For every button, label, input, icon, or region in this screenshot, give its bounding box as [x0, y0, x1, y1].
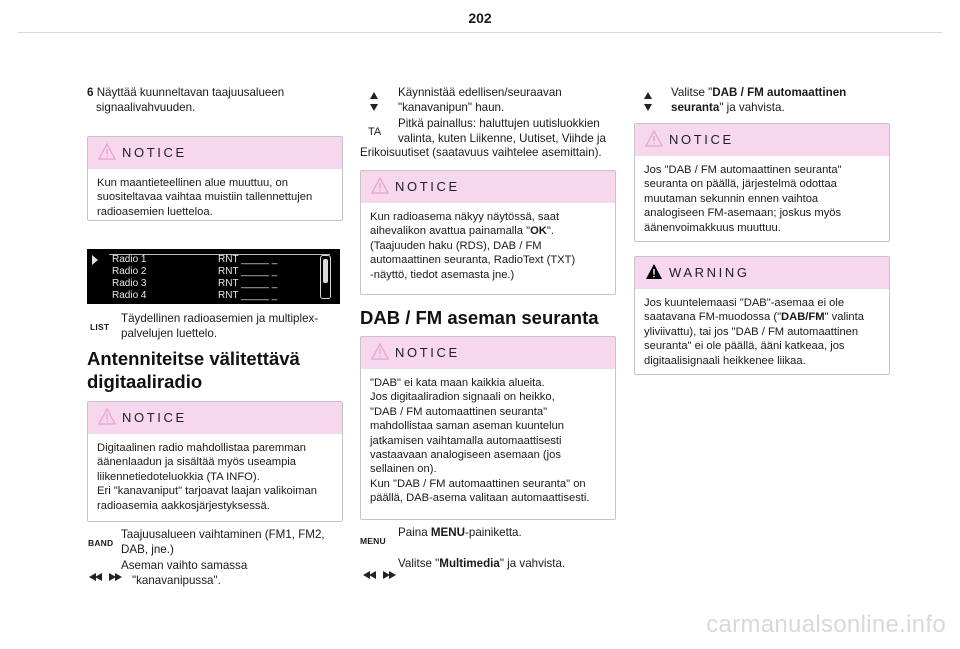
warning-triangle-icon [645, 130, 663, 147]
station-rnt: RNT _____ _ [218, 266, 278, 277]
notice-line: "DAB" ei kata maan kaikkia alueita. [370, 377, 545, 389]
notice-line: äänenlaadun ja sisältää myös useampia [97, 456, 297, 469]
ta-line3: Erikoisuutiset (saatavuus vaihtelee asemittain). [360, 146, 602, 160]
band-description [121, 528, 341, 557]
ta-button-icon: TA [368, 126, 382, 138]
notice-line: Eri "kanavaniput" tarjoavat laajan valikoiman [97, 485, 318, 498]
notice-header [88, 137, 342, 169]
multimedia-bold: Multimedia [439, 557, 500, 570]
left-right-arrows-icon [89, 573, 122, 581]
band-button-icon: BAND [88, 538, 114, 548]
menu-instruction [398, 526, 618, 541]
warning-line: digitaalisignaali heikkenee liikaa. [644, 354, 806, 367]
ta-line2: valinta, kuten Liikenne, Uutiset, Viihde ja [398, 131, 606, 145]
up-down-arrows-icon [642, 92, 654, 111]
step-line1: Näyttää kuunneltavan taajuusalueen [96, 86, 285, 99]
notice-line: "DAB / FM automaattinen seuranta" [370, 405, 548, 418]
seek-line2: "kanavanipussa". [132, 573, 221, 587]
heading-line1: Antenniteitse välitettävä [87, 348, 300, 369]
menu-text: Paina [398, 526, 431, 539]
station-name: Radio 4 [112, 290, 147, 301]
band-line2: DAB, jne.) [121, 542, 174, 556]
notice-line: suositeltavaa vaihtaa muistiin tallennettujen [97, 191, 313, 204]
notice-title: NOTICE [669, 132, 734, 147]
notice-line: automaattinen seuranta, RadioText (TXT) [370, 254, 576, 267]
warning-box [634, 256, 890, 375]
notice-line: Kun maantieteellinen alue muuttuu, on [97, 177, 288, 189]
warning-triangle-icon [98, 408, 116, 425]
notice-line: (Taajuuden haku (RDS), DAB / FM [370, 239, 542, 252]
updown-description [398, 86, 618, 115]
notice-text: ". [546, 225, 554, 238]
warning-header [635, 257, 889, 289]
notice-line: analogiseen FM-asemaan; joskus myös [644, 207, 842, 220]
page-number: 202 [468, 10, 492, 26]
heading-line2: digitaaliradio [87, 371, 203, 392]
menu-button-icon: MENU [360, 536, 386, 546]
menu-bold: MENU [430, 526, 466, 539]
station-rnt: RNT _____ _ [218, 254, 278, 265]
up-down-arrows-icon [368, 92, 380, 111]
updown-line2: "kanavanipun" haun. [398, 100, 505, 114]
play-arrow-icon [92, 255, 98, 265]
seek-description [121, 559, 341, 588]
notice-line: -näyttö, tiedot asemasta jne.) [370, 268, 515, 281]
dabfm-bold: seuranta [671, 100, 720, 114]
warning-line [644, 310, 880, 324]
notice-box-3 [360, 170, 616, 295]
watermark: carmanualsonline.info [706, 611, 946, 638]
seek-line1: Aseman vaihto samassa [121, 559, 248, 572]
notice-line: radioasemien luetteloa. [97, 205, 213, 218]
station-rnt: RNT _____ _ [218, 278, 278, 289]
notice-line: Kun "DAB / FM automaattinen seuranta" on [370, 477, 586, 490]
warning-triangle-icon [371, 177, 389, 194]
warning-line: yliviivattu), tai jos "DAB / FM automaattinen [644, 325, 859, 338]
notice-line: muutaman sekunnin ennen vaihtoa [644, 192, 819, 205]
ta-line1: Pitkä painallus: haluttujen uutisluokkien [398, 117, 600, 130]
updown-line1: Käynnistää edellisen/seuraavan [398, 86, 562, 99]
top-rule [18, 32, 942, 33]
scrollbar-thumb [323, 259, 328, 283]
dabfm-select-instruction [671, 86, 891, 115]
warning-text: " valinta [824, 311, 864, 324]
multimedia-instruction [398, 557, 618, 572]
notice-box-1 [87, 136, 343, 221]
notice-line: Jos digitaaliradion signaali on heikko, [370, 391, 555, 404]
band-line1: Taajuusalueen vaihtaminen (FM1, FM2, [121, 528, 325, 541]
notice-line: vastaavaan analogiseen asemaan (jos [370, 449, 561, 462]
notice-box-2 [87, 401, 343, 522]
notice-line: Digitaalinen radio mahdollistaa paremman [97, 442, 306, 454]
notice-line: liikennetiedoteluokkia (TA INFO). [97, 470, 260, 483]
select-text: " ja vahvista. [719, 100, 785, 114]
notice-header [361, 171, 615, 203]
left-right-arrows-icon [363, 571, 396, 579]
notice-body [361, 203, 615, 290]
notice-body [361, 369, 615, 514]
notice-text: aihevalikon avattua painamalla " [370, 225, 531, 238]
dabfm-bold: DAB/FM [781, 311, 825, 324]
notice-line: seuranta on päällä, järjestelmä odottaa [644, 178, 837, 191]
notice-body [635, 156, 889, 243]
warning-triangle-icon [645, 263, 663, 280]
list-line1: Täydellinen radioasemien ja multiplex- [121, 312, 319, 325]
notice-title: NOTICE [395, 345, 460, 360]
select-text: Valitse " [671, 86, 713, 99]
notice-line: Kun radioasema näkyy näytössä, saat [370, 211, 560, 223]
warning-title: WARNING [669, 265, 750, 280]
notice-body [88, 434, 342, 521]
notice-title: NOTICE [395, 179, 460, 194]
warning-line: Jos kuuntelemaasi "DAB"-asemaa ei ole [644, 297, 845, 309]
station-name: Radio 1 [112, 254, 147, 265]
station-name: Radio 3 [112, 278, 147, 289]
warning-triangle-icon [98, 143, 116, 160]
step-6 [87, 86, 342, 115]
notice-body [88, 169, 342, 227]
column-1 [87, 86, 342, 218]
notice-header [361, 337, 615, 369]
warning-triangle-icon [371, 343, 389, 360]
warning-line: seuranta" ei ole päällä, ääni katkeaa, jos [644, 340, 845, 353]
section-heading-digital-radio [87, 347, 347, 393]
notice-line: mahdollistaa saman aseman kuuntelun [370, 420, 565, 433]
notice-line: sellainen on). [370, 463, 437, 476]
notice-line: päällä, DAB-asema valitaan automaattisesti. [370, 492, 590, 505]
notice-header [635, 124, 889, 156]
section-heading-dab-fm: DAB / FM aseman seuranta [360, 307, 599, 328]
menu-text: -painiketta. [465, 526, 522, 539]
station-rnt: RNT _____ _ [218, 290, 278, 301]
list-button-icon: LIST [90, 322, 110, 332]
scrollbar [320, 255, 331, 299]
notice-line [370, 224, 606, 238]
notice-line: radioasemia aakkosjärjestyksessä. [97, 499, 270, 512]
ok-label: OK [530, 225, 547, 238]
notice-line: äänenvoimakkuus muuttuu. [644, 221, 781, 234]
warning-body [635, 289, 889, 376]
notice-line: jatkamisen vaihtamalla automaattisesti [370, 434, 562, 447]
ta-description [360, 117, 620, 161]
step-line2: signaalivahvuuden. [96, 100, 196, 114]
notice-box-5 [634, 123, 890, 242]
warning-text: saatavana FM-muodossa (" [644, 311, 782, 324]
notice-title: NOTICE [122, 410, 187, 425]
notice-title: NOTICE [122, 145, 187, 160]
step-number: 6 [87, 86, 94, 99]
notice-line: Jos "DAB / FM automaattinen seuranta" [644, 164, 842, 176]
dabfm-bold: DAB / FM automaattinen [712, 86, 847, 99]
notice-box-4 [360, 336, 616, 520]
select-text: Valitse " [398, 557, 440, 570]
select-text: " ja vahvista. [499, 557, 566, 570]
radio-list-screenshot [87, 249, 340, 304]
station-name: Radio 2 [112, 266, 147, 277]
list-description [121, 312, 341, 341]
list-line2: palvelujen luettelo. [121, 326, 218, 340]
notice-header [88, 402, 342, 434]
